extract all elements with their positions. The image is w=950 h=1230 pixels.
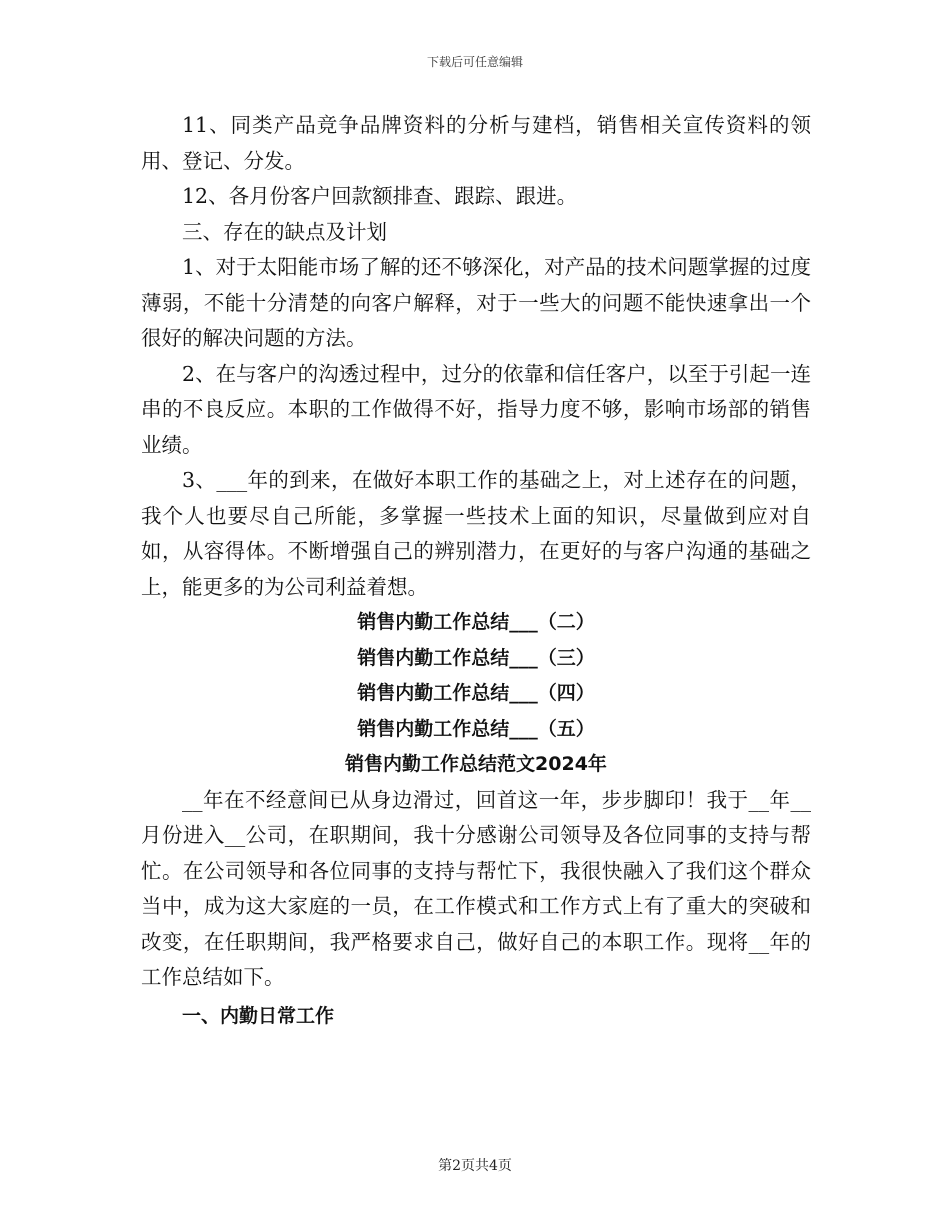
section-heading-daily-work: 一、内勤日常工作 (182, 1004, 335, 1027)
title-part-4: 销售内勤工作总结___（四） (357, 682, 595, 704)
paragraph-issue-3: 3、___年的到来，在做好本职工作的基础之上，对上述存在的问题，我个人也要尽自己所能，多掌握一些技术上面的知识，尽量做到应对自如，从容得体。不断增强自己的辨别潜力，在更好的与客户沟通的基础之上，能更多的为公司利益着想。 (141, 468, 811, 599)
title-2024: 销售内勤工作总结范文2024年 (345, 753, 607, 775)
paragraph-intro: __年在不经意间已从身边滑过，回首这一年，步步脚印！我于__年__月份进入__公司，在职期间，我十分感谢公司领导及各位同事的支持与帮忙。在公司领导和各位同事的支持与帮忙下，我很快融入了我们这个群众当中，成为这大家庭的一员，在工作模式和工作方式上有了重大的突破和改变，在任职期间，我严格要求自己，做好自己的本职工作。现将__年的工作总结如下。 (141, 787, 811, 989)
paragraph-item-12: 12、各月份客户回款额排查、跟踪、跟进。 (182, 184, 578, 208)
paragraph-item-11: 11、同类产品竞争品牌资料的分析与建档，销售相关宣传资料的领用、登记、分发。 (141, 113, 811, 173)
document-body (141, 108, 811, 1034)
paragraph-issue-2: 2、在与客户的沟透过程中，过分的依靠和信任客户，以至于引起一连串的不良反应。本职的工作做得不好，指导力度不够，影响市场部的销售业绩。 (141, 361, 811, 457)
title-part-2: 销售内勤工作总结___（二） (357, 611, 595, 633)
title-part-5: 销售内勤工作总结___（五） (357, 717, 595, 740)
page-header: 下载后可任意编辑 (426, 55, 523, 69)
page-footer: 第2页共4页 (438, 1158, 512, 1174)
section-heading-issues: 三、存在的缺点及计划 (182, 219, 387, 244)
paragraph-issue-1: 1、对于太阳能市场了解的还不够深化，对产品的技术问题掌握的过度薄弱，不能十分清楚的向客户解释，对于一些大的问题不能快速拿出一个很好的解决问题的方法。 (141, 255, 811, 350)
title-part-3: 销售内勤工作总结___（三） (357, 646, 595, 669)
